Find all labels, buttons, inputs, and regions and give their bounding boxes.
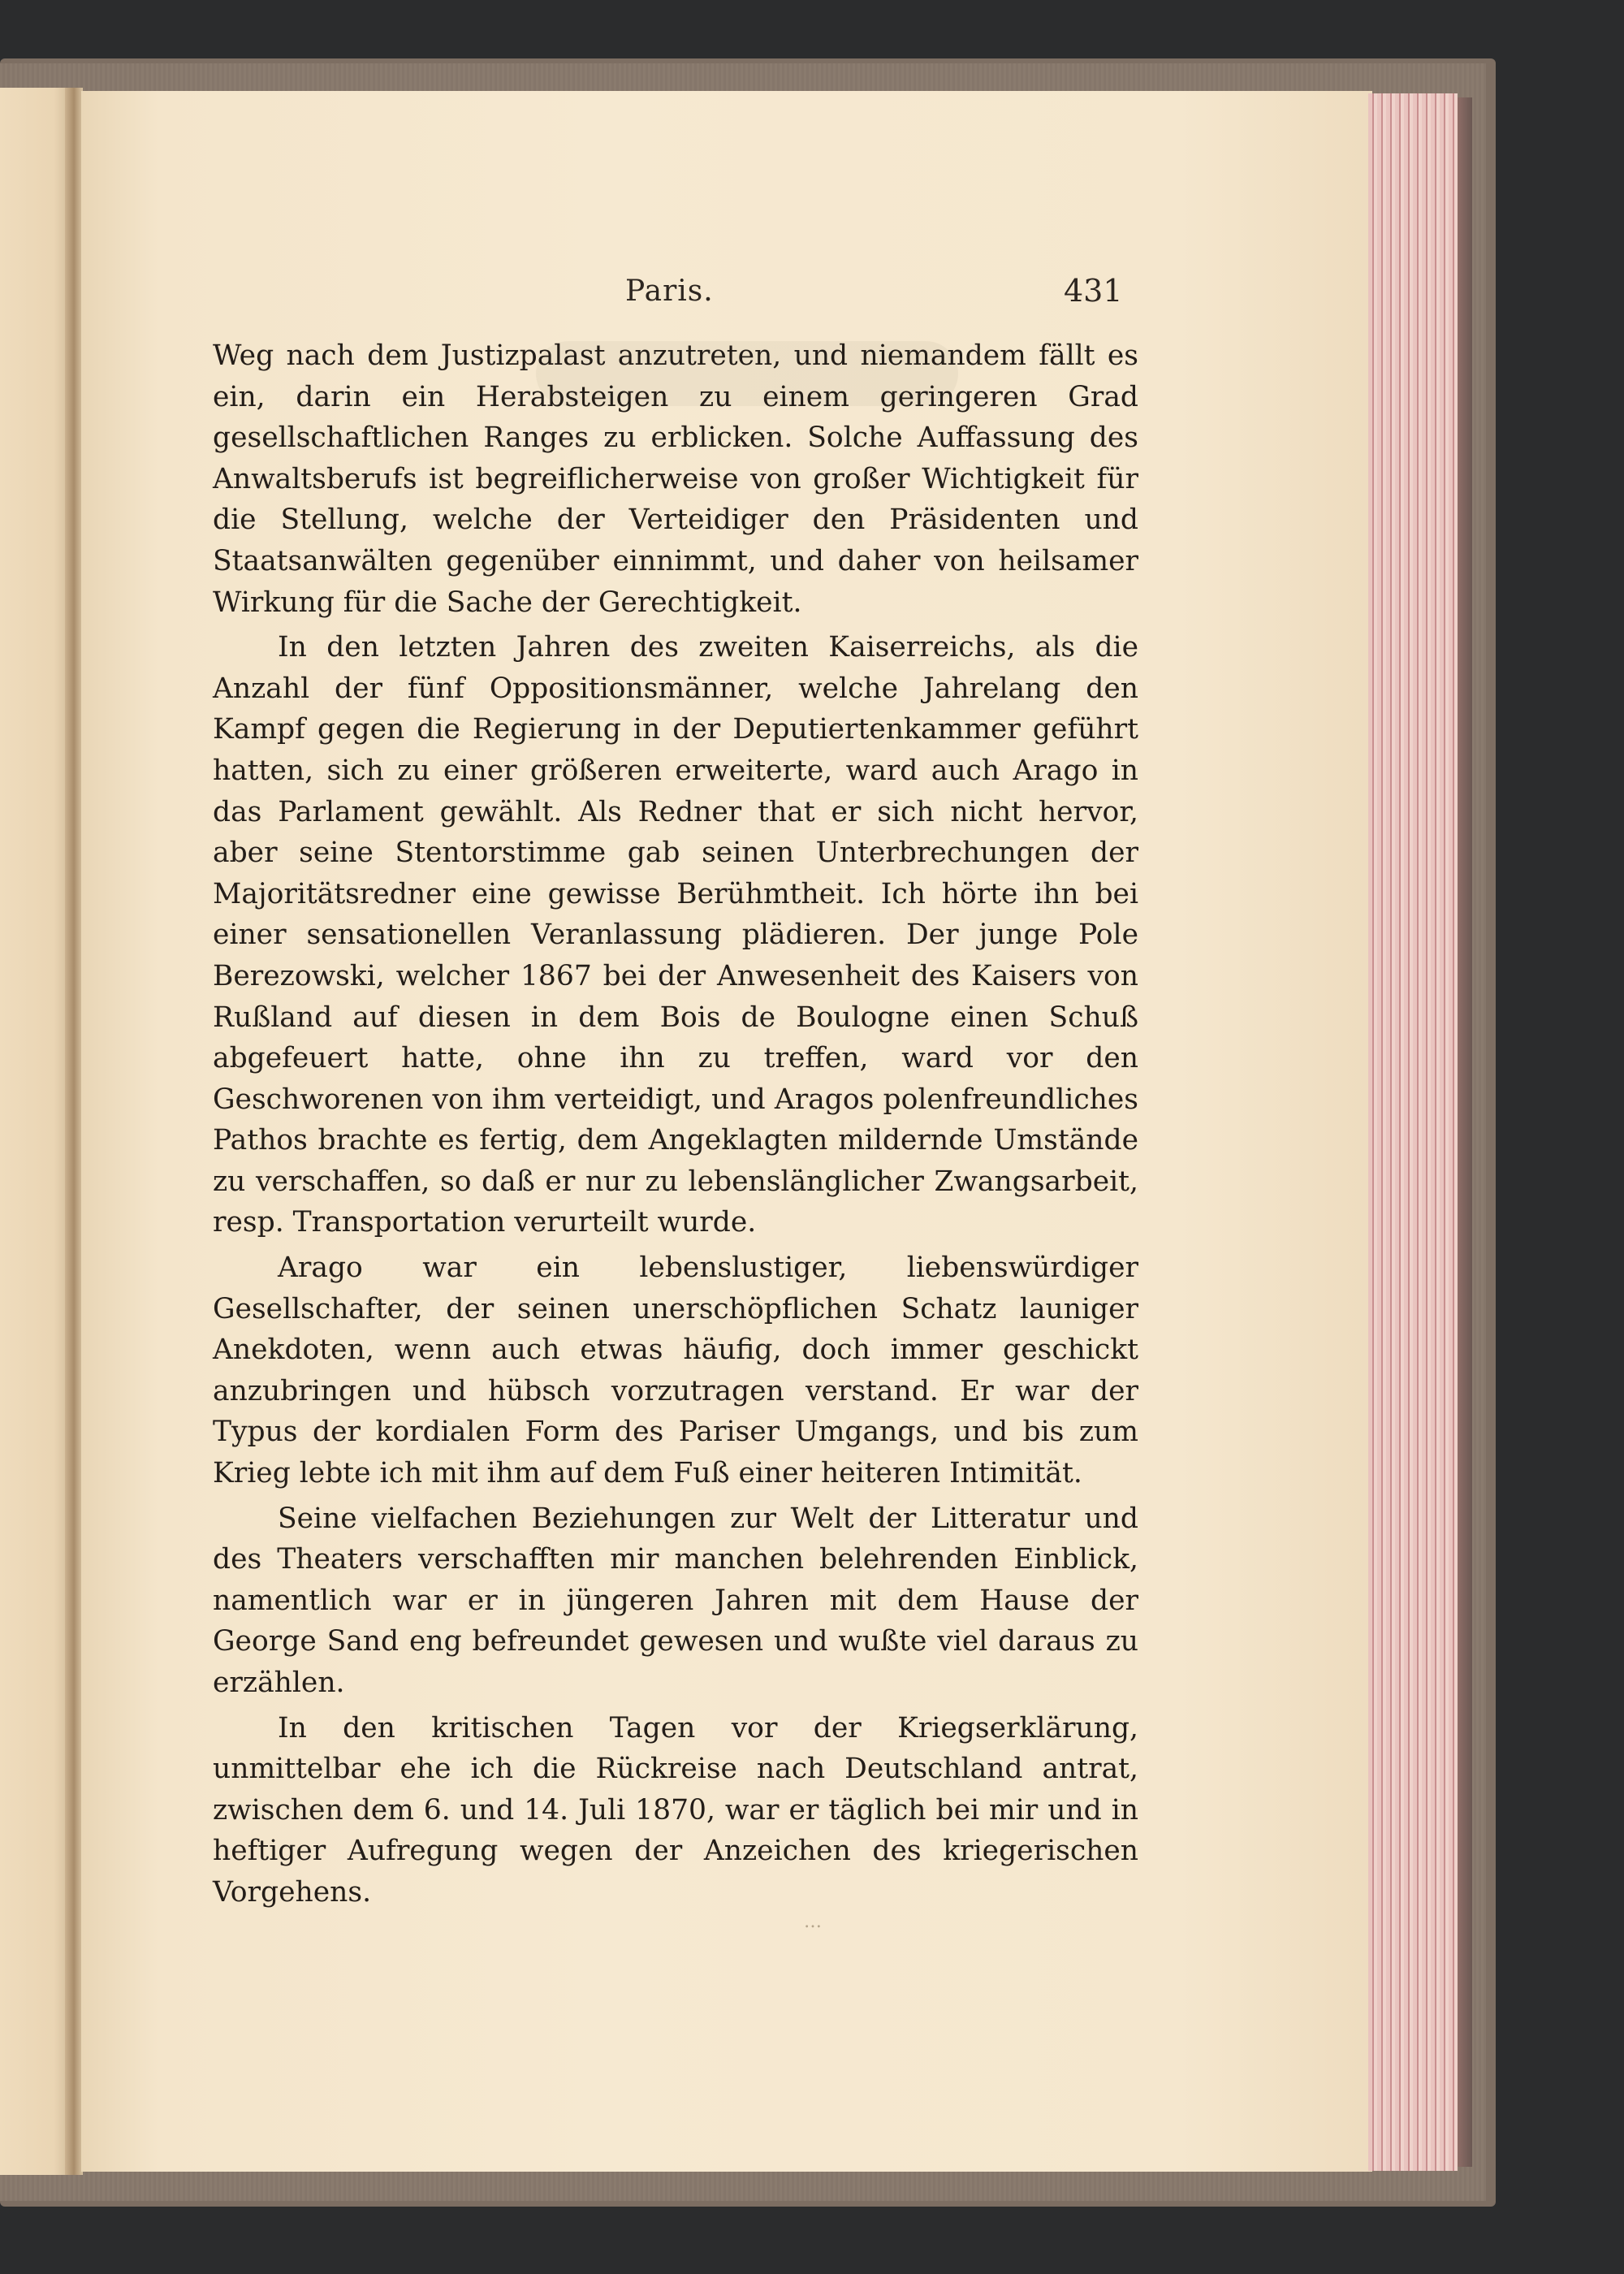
book-gutter xyxy=(65,88,83,2175)
paragraph-1: Weg nach dem Justizpalast anzutreten, und niemandem fällt es ein, darin ein Herabsteigen zu einem geringeren Grad gesellschaftlichen Ranges zu erblicken. Solche Auffassung des Anwaltsberufs ist begreiflicherweise von großer Wichtigkeit für die Stellung, welche der Verteidiger den Präsidenten und Staatsanwälten gegenüber einnimmt, und daher von heilsamer Wirkung für die Sache der Gerechtigkeit. xyxy=(213,339,1138,619)
page-stack-shadow xyxy=(1458,97,1472,2167)
page-stack-edges xyxy=(1368,93,1458,2171)
running-title: Paris. xyxy=(625,275,714,308)
paragraph-4: Seine vielfachen Beziehungen zur Welt der Litteratur und des Theaters verschafften mir manchen belehrenden Einblick, namentlich war er in jüngeren Jahren mit dem Hause der George Sand eng befreundet gewesen und wußte viel daraus zu erzählen. xyxy=(213,1502,1138,1699)
page-number: 431 xyxy=(1064,273,1123,309)
body-text xyxy=(213,335,1138,1913)
paragraph-3: Arago war ein lebenslustiger, liebenswürdiger Gesellschafter, der seinen unerschöpflichen Schatz launiger Anekdoten, wenn auch etwas häufig, doch immer geschickt anzubringen und hübsch vorzutragen verstand. Er war der Typus der kordialen Form des Pariser Umgangs, und bis zum Krieg lebte ich mit ihm auf dem Fuß einer heiteren Intimität. xyxy=(213,1252,1138,1490)
page-header xyxy=(625,273,1123,323)
paragraph-5: In den kritischen Tagen vor der Kriegserklärung, unmittelbar ehe ich die Rückreise nach Deutschland antrat, zwischen dem 6. und 14. Juli 1870, war er täglich bei mir und in heftiger Aufregung wegen der Anzeichen des kriegerischen Vorgehens. xyxy=(213,1711,1138,1909)
paragraph-2: In den letzten Jahren des zweiten Kaiserreichs, als die Anzahl der fünf Oppositionsmänner, welche Jahrelang den Kampf gegen die Regierung in der Deputiertenkammer geführt hatten, sich zu einer größeren erweiterte, ward auch Arago in das Parlament gewählt. Als Redner that er sich nicht hervor, aber seine Stentorstimme gab seinen Unterbrechungen der Majoritätsredner eine gewisse Berühmtheit. Ich hörte ihn bei einer sensationellen Veranlassung plädieren. Der junge Pole Berezowski, welcher 1867 bei der Anwesenheit des Kaisers von Rußland auf diesen in dem Bois de Boulogne einen Schuß abgefeuert hatte, ohne ihn zu treffen, ward vor den Geschworenen von ihm verteidigt, und Aragos polenfreundliches Pathos brachte es fertig, dem Angeklagten mildernde Umstände zu verschaffen, so daß er nur zu lebenslänglicher Zwangsarbeit, resp. Transportation verurteilt wurde. xyxy=(213,631,1138,1239)
footer-mark: … xyxy=(804,1912,825,1932)
